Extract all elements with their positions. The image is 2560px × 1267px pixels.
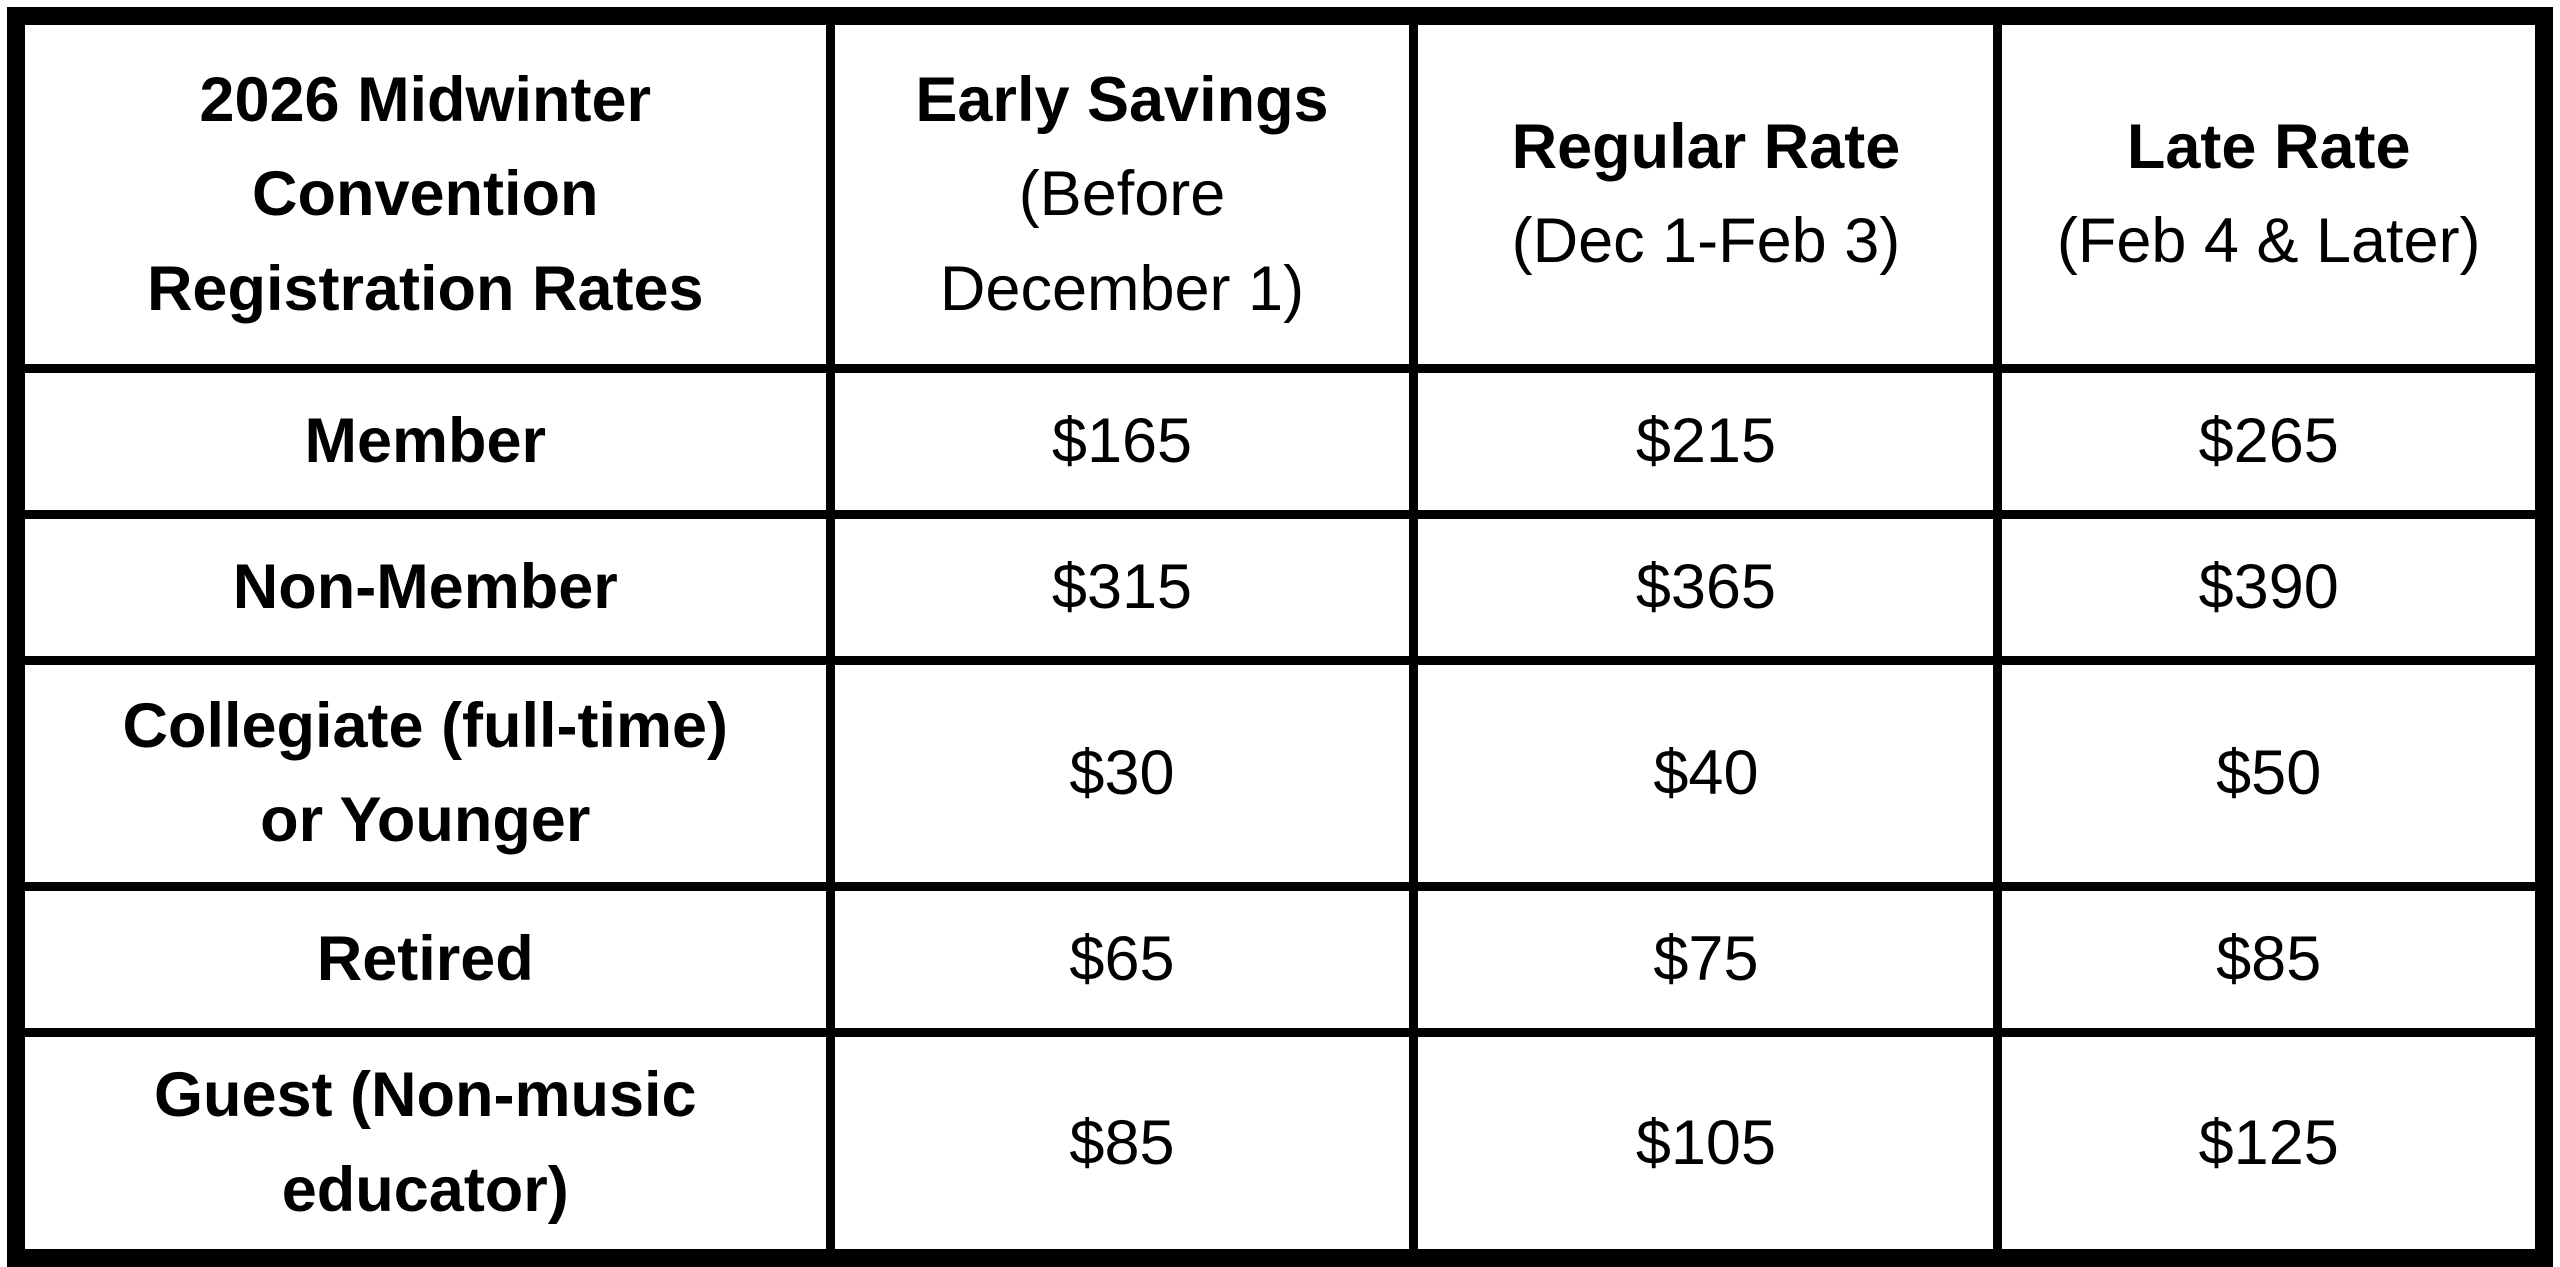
row-label-collegiate-line-2: or Younger [260, 785, 591, 855]
price-collegiate-late: $50 [1998, 660, 2544, 886]
price-member-late: $265 [1998, 368, 2544, 514]
price-member-regular: $215 [1414, 368, 1998, 514]
row-label-guest [16, 1032, 830, 1258]
row-guest [16, 1032, 2544, 1258]
col-header-regular-rate-title: Regular Rate [1511, 111, 1901, 182]
price-guest-regular: $105 [1414, 1032, 1998, 1258]
row-label-retired-text: Retired [316, 923, 534, 994]
price-non-member-late: $390 [1998, 514, 2544, 660]
row-label-guest-line-1: Guest (Non-music [153, 1060, 697, 1131]
price-collegiate-early: $30 [830, 660, 1414, 886]
col-header-regular-rate [1414, 16, 1998, 368]
col-header-early-savings-subtitle-2: December 1) [939, 253, 1305, 324]
price-collegiate-regular: $40 [1414, 660, 1998, 886]
registration-rates-table [7, 7, 2553, 1267]
price-guest-early: $85 [830, 1032, 1414, 1258]
price-retired-early: $65 [830, 886, 1414, 1032]
row-label-member-text: Member [304, 405, 547, 476]
row-label-non-member-text: Non-Member [232, 551, 618, 622]
row-collegiate [16, 660, 2544, 886]
row-retired [16, 886, 2544, 1032]
col-header-late-rate [1998, 16, 2544, 368]
table-title-cell [16, 16, 830, 368]
table-title-line-1: 2026 Midwinter [199, 64, 652, 135]
row-label-non-member [16, 514, 830, 660]
row-non-member [16, 514, 2544, 660]
row-label-retired [16, 886, 830, 1032]
price-retired-regular: $75 [1414, 886, 1998, 1032]
price-member-early: $165 [830, 368, 1414, 514]
price-non-member-regular: $365 [1414, 514, 1998, 660]
table-frame [7, 7, 2553, 1259]
row-label-collegiate [16, 660, 830, 886]
price-retired-late: $85 [1998, 886, 2544, 1032]
row-label-guest-line-2: educator) [281, 1154, 569, 1225]
col-header-early-savings-subtitle-1: (Before [1018, 159, 1226, 229]
row-member [16, 368, 2544, 514]
price-guest-late: $125 [1998, 1032, 2544, 1258]
col-header-early-savings-title: Early Savings [915, 64, 1329, 135]
price-non-member-early: $315 [830, 514, 1414, 660]
header-row [16, 16, 2544, 368]
table-title-line-3: Registration Rates [146, 253, 704, 324]
col-header-regular-rate-subtitle: (Dec 1-Feb 3) [1511, 206, 1901, 277]
row-label-member [16, 368, 830, 514]
table-title-line-2: Convention [252, 159, 599, 229]
row-label-collegiate-line-1: Collegiate (full-time) [122, 690, 729, 761]
col-header-late-rate-title: Late Rate [2126, 111, 2411, 182]
col-header-early-savings [830, 16, 1414, 368]
col-header-late-rate-subtitle: (Feb 4 & Later) [2056, 206, 2481, 277]
